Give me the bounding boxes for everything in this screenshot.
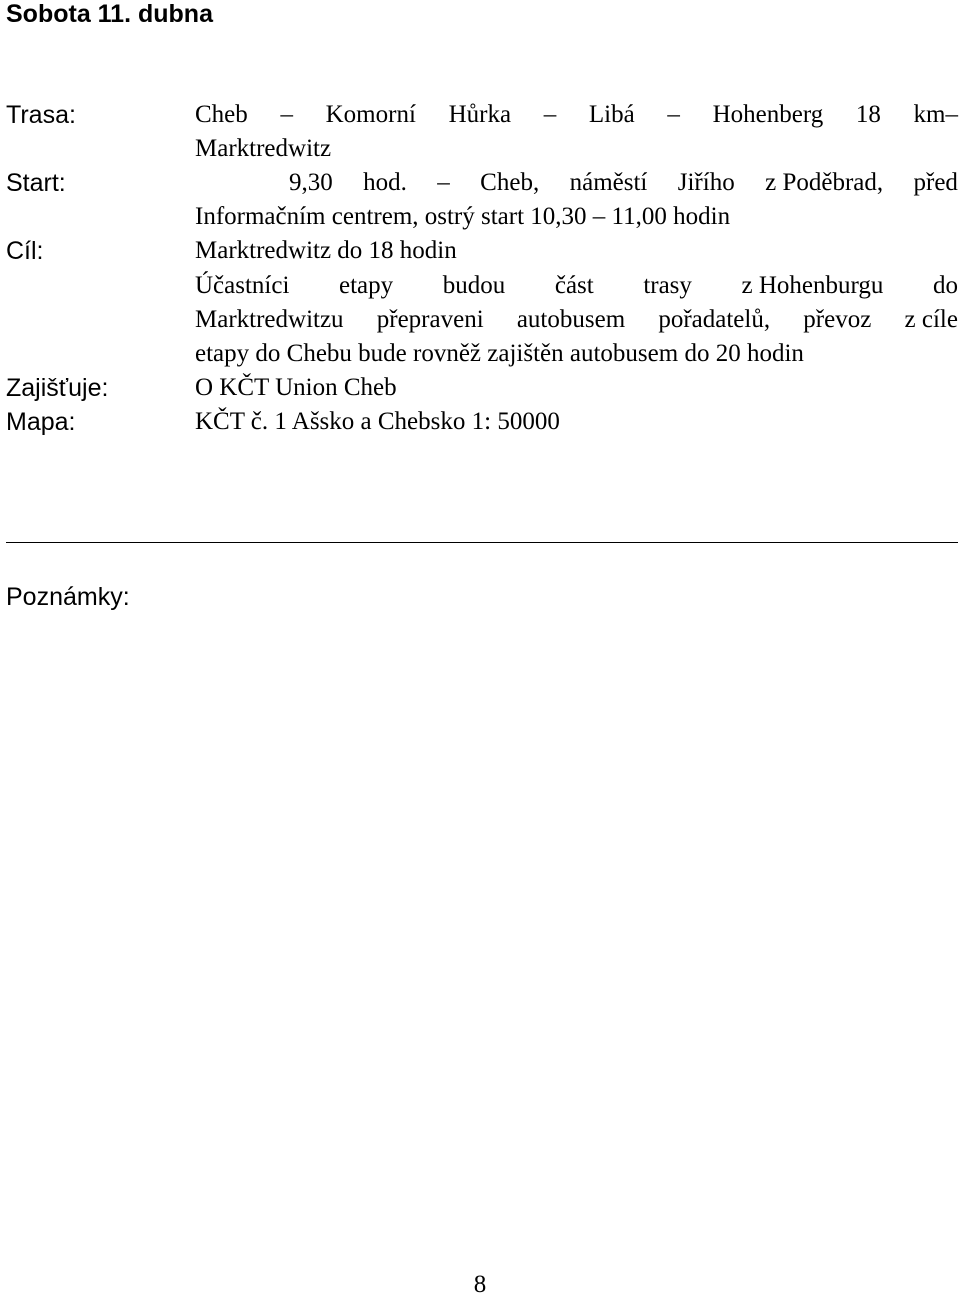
word: budou <box>442 272 506 299</box>
word: – <box>437 169 450 196</box>
zajistuje-value: O KČT Union Cheb <box>195 374 397 401</box>
word: z cíle <box>904 306 958 333</box>
word: pořadatelů, <box>658 306 771 333</box>
word: hod. <box>363 169 407 196</box>
notes-label: Poznámky: <box>6 583 130 611</box>
word: – <box>280 101 293 128</box>
word: náměstí <box>569 169 648 196</box>
cil-line-2 <box>195 269 958 303</box>
word: Hůrka <box>448 101 512 128</box>
start-line-2: Informačním centrem, ostrý start 10,30 – 11,00 hodin <box>195 203 731 230</box>
trasa-line-1 <box>195 98 958 132</box>
day-heading: Sobota 11. dubna <box>6 0 213 28</box>
zajistuje-label: Zajišťuje: <box>6 374 109 402</box>
word: část <box>554 272 594 299</box>
cil-label: Cíl: <box>6 237 44 265</box>
word: Komorní <box>325 101 416 128</box>
word: před <box>913 169 958 196</box>
word: Hohenberg <box>712 101 824 128</box>
word: Marktredwitzu <box>195 306 344 333</box>
mapa-label: Mapa: <box>6 408 76 436</box>
word: do <box>932 272 958 299</box>
word: 18 <box>855 101 881 128</box>
word: Účastníci <box>195 272 290 299</box>
word: převoz <box>803 306 872 333</box>
cil-line-4: etapy do Chebu bude rovněž zajištěn autobusem do 20 hodin <box>195 340 804 367</box>
trasa-label: Trasa: <box>6 101 76 129</box>
word: přepraveni <box>376 306 484 333</box>
start-label: Start: <box>6 169 66 197</box>
word: Cheb, <box>480 169 540 196</box>
word: km– <box>913 101 958 128</box>
cil-line-1: Marktredwitz do 18 hodin <box>195 237 457 264</box>
word: z Poděbrad, <box>765 169 884 196</box>
word: Jiřího <box>677 169 735 196</box>
word: Cheb <box>195 101 248 128</box>
cil-line-3 <box>195 303 958 337</box>
word: 9,30 <box>289 169 333 196</box>
word: z Hohenburgu <box>741 272 884 299</box>
trasa-line-2: Marktredwitz <box>195 135 332 162</box>
mapa-value: KČT č. 1 Ašsko a Chebsko 1: 50000 <box>195 408 560 435</box>
word: etapy <box>339 272 394 299</box>
word: trasy <box>643 272 692 299</box>
page-number: 8 <box>473 1271 487 1298</box>
word: autobusem <box>516 306 626 333</box>
section-divider <box>6 542 958 543</box>
word: – <box>667 101 680 128</box>
word: Libá <box>588 101 635 128</box>
word: – <box>543 101 557 128</box>
start-line-1 <box>195 166 958 200</box>
